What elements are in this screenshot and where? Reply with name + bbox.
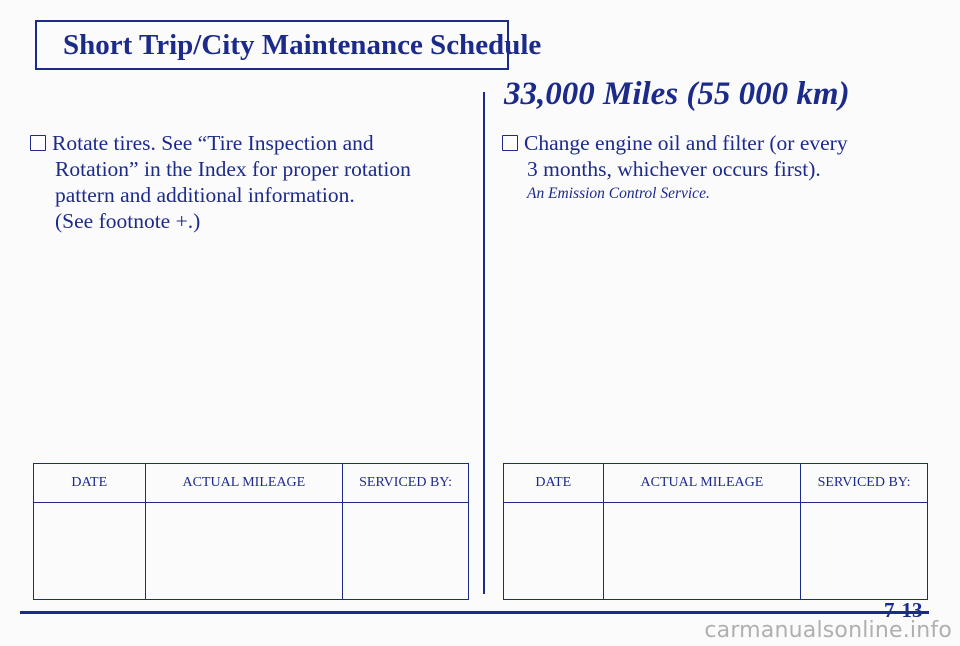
service-log-table-left — [33, 463, 469, 600]
maintenance-item-change-oil — [502, 130, 848, 182]
service-log-table-right — [503, 463, 928, 600]
column-header-mileage: ACTUAL MILEAGE — [145, 464, 343, 503]
table-row — [34, 503, 469, 600]
item-line: Change engine oil and filter (or every — [502, 130, 848, 156]
table-header-row — [34, 464, 469, 503]
item-line: 3 months, whichever occurs first). — [527, 157, 821, 181]
column-header-serviced-by: SERVICED BY: — [801, 464, 928, 503]
date-entry-cell[interactable] — [504, 503, 604, 600]
column-header-date: DATE — [504, 464, 604, 503]
checkbox-icon[interactable] — [30, 135, 46, 151]
item-line: pattern and additional information. — [55, 183, 355, 207]
footer-rule — [20, 611, 929, 614]
column-divider — [483, 92, 485, 594]
maintenance-item-rotate-tires — [30, 130, 411, 234]
mileage-entry-cell[interactable] — [145, 503, 343, 600]
section-title: Short Trip/City Maintenance Schedule — [63, 28, 542, 61]
item-line: Rotate tires. See “Tire Inspection and — [30, 130, 411, 156]
table-header-row — [504, 464, 928, 503]
watermark: carmanualsonline.info — [704, 618, 952, 643]
checkbox-icon[interactable] — [502, 135, 518, 151]
emission-control-note: An Emission Control Service. — [527, 185, 710, 202]
item-line: Rotation” in the Index for proper rotation — [55, 157, 411, 181]
page-number: 7-13 — [884, 598, 923, 622]
section-title-box — [35, 20, 542, 70]
mileage-entry-cell[interactable] — [603, 503, 801, 600]
serviced-by-entry-cell[interactable] — [801, 503, 928, 600]
table-row — [504, 503, 928, 600]
column-header-serviced-by: SERVICED BY: — [343, 464, 469, 503]
mileage-heading: 33,000 Miles (55 000 km) — [504, 76, 850, 112]
date-entry-cell[interactable] — [34, 503, 146, 600]
column-header-mileage: ACTUAL MILEAGE — [603, 464, 801, 503]
item-line: (See footnote +.) — [55, 209, 201, 233]
column-header-date: DATE — [34, 464, 146, 503]
serviced-by-entry-cell[interactable] — [343, 503, 469, 600]
